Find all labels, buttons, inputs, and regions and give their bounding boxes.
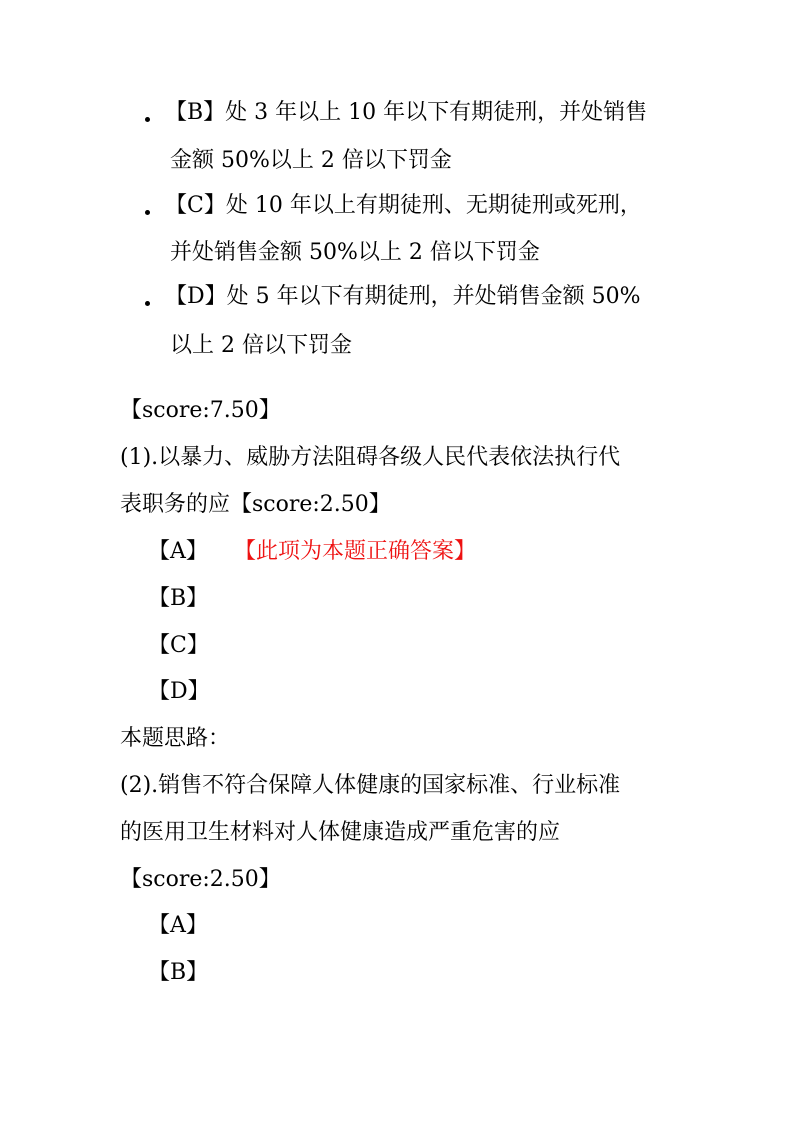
question1-line2: 表职务的应【score:2.50】 (120, 492, 391, 517)
question2-line1: (2).销售不符合保障人体健康的国家标准、行业标准 (120, 773, 621, 798)
bullet-dot (145, 117, 150, 122)
question1-option-b[interactable]: 【B】 (148, 586, 209, 611)
bullet-dot (145, 210, 150, 215)
option-b-line2: 金额 50%以上 2 倍以下罚金 (170, 148, 452, 173)
question2-option-b[interactable]: 【B】 (148, 960, 209, 985)
question1-option-d[interactable]: 【D】 (148, 679, 210, 704)
bullet-dot (145, 301, 150, 306)
explanation-label: 本题思路： (120, 726, 231, 751)
section-score: 【score:7.50】 (120, 398, 281, 423)
option-b-line1: 【B】处 3 年以上 10 年以下有期徒刑，并处销售 (165, 100, 648, 125)
correct-answer-mark: 【此项为本题正确答案】 (234, 539, 477, 564)
question1-option-c[interactable]: 【C】 (148, 633, 209, 658)
option-c-line2: 并处销售金额 50%以上 2 倍以下罚金 (170, 240, 540, 265)
question1-line1: (1).以暴力、威胁方法阻碍各级人民代表依法执行代 (120, 445, 621, 470)
question2-option-a[interactable]: 【A】 (148, 913, 208, 938)
question2-line2: 的医用卫生材料对人体健康造成严重危害的应 (120, 820, 561, 845)
option-c-line1: 【C】处 10 年以上有期徒刑、无期徒刑或死刑， (165, 193, 642, 218)
question1-option-a[interactable]: 【A】 (148, 539, 208, 564)
question2-score: 【score:2.50】 (120, 867, 281, 892)
option-d-line1: 【D】处 5 年以下有期徒刑，并处销售金额 50% (165, 284, 641, 309)
option-d-line2: 以上 2 倍以下罚金 (170, 333, 352, 358)
